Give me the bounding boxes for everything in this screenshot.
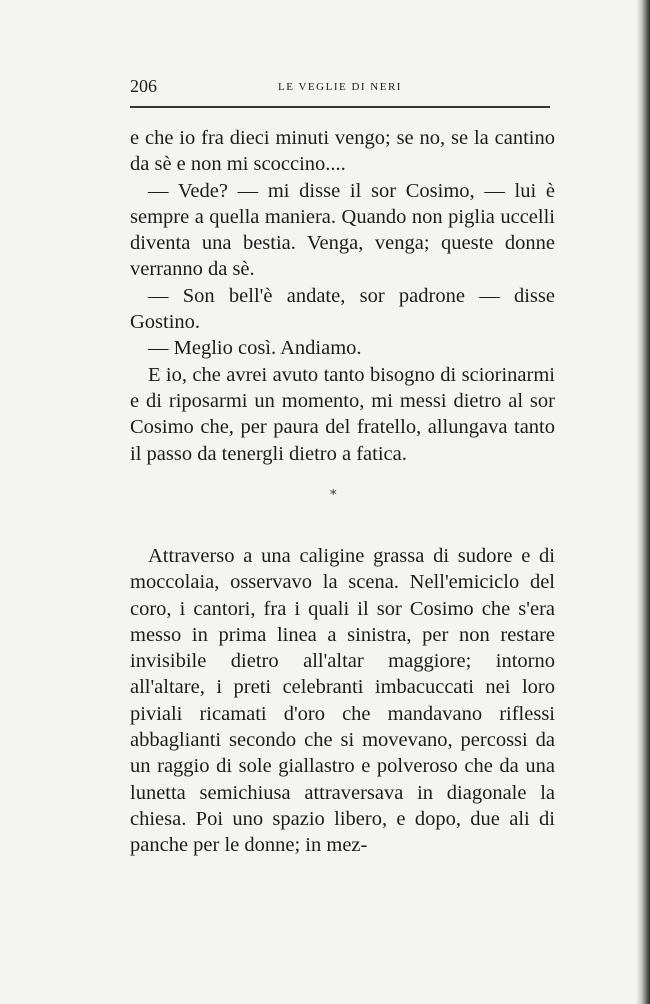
paragraph: E io, che avrei avuto tanto bisogno di sciorinarmi e di riposarmi un momento, mi messi dietro al sor Cosimo che, per paura del fratello, allungava tanto il passo da tenergli dietro a fatica. (130, 363, 555, 465)
section-separator: * (330, 488, 337, 503)
page-edge-shadow (636, 0, 650, 1004)
paragraph: e che io fra dieci minuti vengo; se no, se la cantino da sè e non mi scoccino.... (130, 127, 555, 176)
paragraph: — Vede? — mi disse il sor Cosimo, — lui è sempre a quella maniera. Quando non piglia uccelli diventa una bestia. Venga, venga; queste donne verranno da sè. (130, 179, 555, 281)
paragraph: Attraverso a una caligine grassa di sudore e di moccolaia, osservavo la scena. Nell'emiciclo del coro, i cantori, fra i quali il sor Cosimo che s'era messo in prima linea a sinistra, per non restare invisibile dietro all'altar maggiore; intorno all'altare, i preti celebranti imbacuccati nei loro piviali ricamati d'oro che mandavano riflessi abbaglianti secondo che si movevano, percossi da un raggio di sole giallastro e polveroso che da una lunetta semichiusa attraversava in diagonale la chiesa. Poi uno spazio libero, e dopo, due ali di panche per le donne; in mez- (130, 545, 555, 857)
header-rule (130, 106, 550, 108)
running-title: LE VEGLIE DI NERI (278, 81, 402, 93)
page-number: 206 (130, 76, 157, 96)
paragraph: — Meglio così. Andiamo. (148, 337, 362, 360)
text-block-1 (130, 125, 555, 467)
text-block-2 (130, 543, 555, 859)
running-head (130, 76, 550, 100)
paragraph: — Son bell'è andate, sor padrone — disse Gostino. (130, 284, 555, 334)
